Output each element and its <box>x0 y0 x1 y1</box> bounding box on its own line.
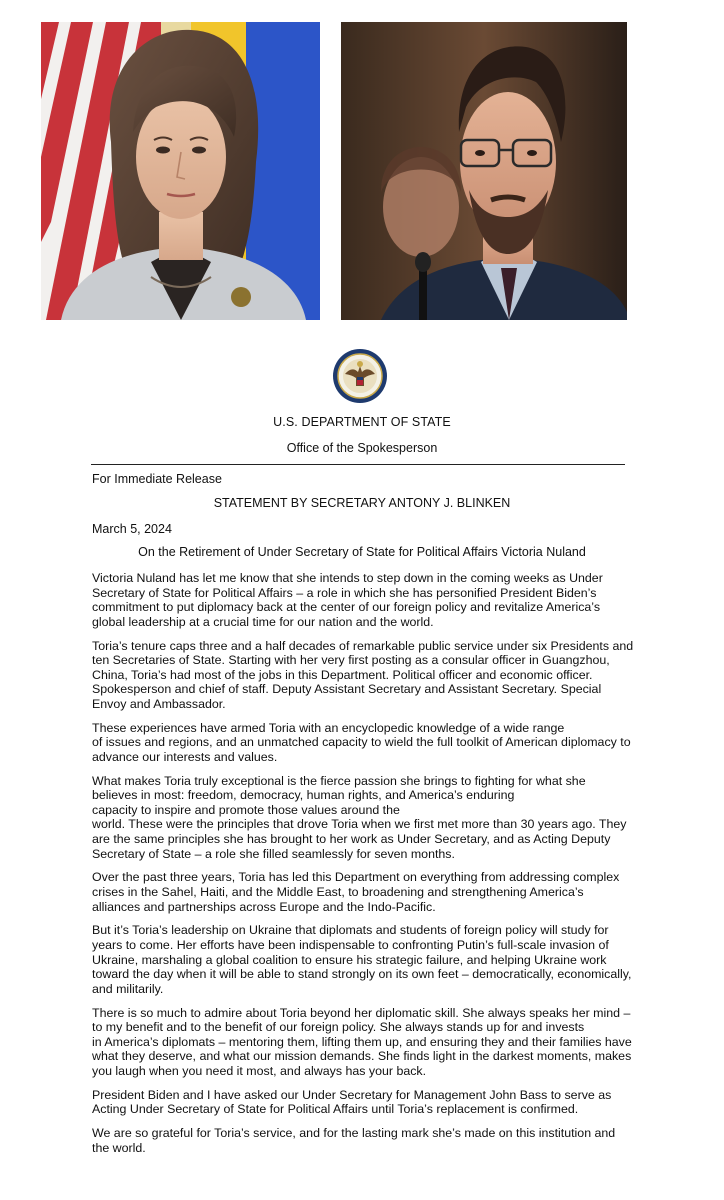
text-line: Victoria Nuland has let me know that she intends to step down in the coming weeks as Under <box>92 571 603 585</box>
agency-name: U.S. DEPARTMENT OF STATE <box>273 415 451 429</box>
text-line: what they deserve, and what our mission demands. She finds light in the darkest moments, makes <box>92 1049 632 1064</box>
department-of-state-seal-icon <box>332 348 388 404</box>
text-line: toward the day when it will be able to stand strongly on its own feet – democratically, economically, <box>92 967 632 982</box>
photo-john-bass <box>341 22 627 320</box>
text-line: These experiences have armed Toria with an encyclopedic knowledge of a wide range <box>92 720 565 735</box>
text-line: Acting Under Secretary of State for Political Affairs until Toria’s replacement is confirmed. <box>92 1102 579 1117</box>
text-line: But it’s Toria’s leadership on Ukraine that diplomats and students of foreign policy will study for <box>92 923 609 938</box>
paragraph <box>92 1005 632 1079</box>
paragraph <box>92 1126 627 1155</box>
paragraph <box>92 720 631 765</box>
statement-body <box>92 571 634 1164</box>
paragraph <box>92 638 634 712</box>
text-line: global leadership at a crucial time for our nation and the world. <box>92 614 434 629</box>
text-line: crises in the Sahel, Haiti, and the Middle East, to broadening and strengthening America’s <box>92 885 584 900</box>
photo-victoria-nuland <box>41 22 320 320</box>
text-line: years to come. Her efforts have been indispensable to confronting Putin’s full-scale invasion of <box>92 938 609 952</box>
text-line: in America’s diplomats – mentoring them, lifting them up, and ensuring they and their families have <box>92 1034 632 1049</box>
text-line: China, Toria’s had most of the jobs in this Department. Political officer and economic officer. <box>92 667 593 682</box>
text-line: Over the past three years, Toria has led this Department on everything from addressing complex <box>92 870 620 885</box>
text-line: advance our interests and values. <box>92 749 278 764</box>
text-line: ten Secretaries of State. Starting with her very first posting as a consular officer in Guangzhou, <box>92 653 610 668</box>
paragraph <box>92 774 627 862</box>
text-line: capacity to inspire and promote those values around the <box>92 802 400 817</box>
paragraph <box>92 870 627 914</box>
text-line: What makes Toria truly exceptional is the fierce passion she brings to fighting for what she <box>92 773 586 788</box>
portrait-image <box>341 22 627 320</box>
text-line: to my benefit and to the benefit of our foreign policy. She always stands up for and invests <box>92 1020 585 1035</box>
text-line: Ukraine, marshaling a global coalition to ensure his strategic failure, and helping Ukraine work <box>92 952 607 967</box>
statement-subject: On the Retirement of Under Secretary of State for Political Affairs Victoria Nuland <box>138 545 586 559</box>
text-line: Toria’s tenure caps three and a half decades of remarkable public service under six Presidents and <box>92 638 634 653</box>
text-line: There is so much to admire about Toria beyond her diplomatic skill. She always speaks her mind – <box>92 1005 631 1020</box>
text-line: you laugh when you need it most, and always has your back. <box>92 1063 427 1078</box>
release-label: For Immediate Release <box>92 472 222 486</box>
text-line: the world. <box>92 1140 146 1155</box>
text-line: Secretary of State for Political Affairs – a role in which she has personified President Biden’s <box>92 585 597 600</box>
text-line: alliances and partnerships across Europe and the Indo-Pacific. <box>92 899 436 914</box>
office-name: Office of the Spokesperson <box>286 441 438 455</box>
text-line: of issues and regions, and an unmatched capacity to wield the full toolkit of American diplomacy to <box>92 735 631 750</box>
portrait-image <box>41 22 320 320</box>
paragraph <box>92 923 632 996</box>
text-line: commitment to put diplomacy back at the center of our foreign policy and revitalize America’s <box>92 600 601 615</box>
text-line: President Biden and I have asked our Under Secretary for Management John Bass to serve as <box>92 1087 612 1102</box>
statement-date: March 5, 2024 <box>92 522 172 536</box>
text-line: and militarily. <box>92 981 164 996</box>
header-divider <box>91 464 625 465</box>
text-line: world. These were the principles that drove Toria when we first met more than 30 years ago. They <box>92 817 627 832</box>
text-line: believes in most: freedom, democracy, human rights, and America’s enduring <box>92 788 515 803</box>
paragraph <box>92 571 627 629</box>
text-line: Secretary of State – a role she filled seamlessly for seven months. <box>92 846 455 861</box>
paragraph <box>92 1088 627 1117</box>
text-line: We are so grateful for Toria’s service, and for the lasting mark she’s made on this institution and <box>92 1126 616 1141</box>
text-line: are the same principles she has brought to her work as Under Secretary, and as Acting Deputy <box>92 832 611 847</box>
text-line: Spokesperson and chief of staff. Deputy Assistant Secretary and Assistant Secretary. Special <box>92 682 602 697</box>
text-line: Envoy and Ambassador. <box>92 696 226 711</box>
statement-title: STATEMENT BY SECRETARY ANTONY J. BLINKEN <box>213 496 511 510</box>
